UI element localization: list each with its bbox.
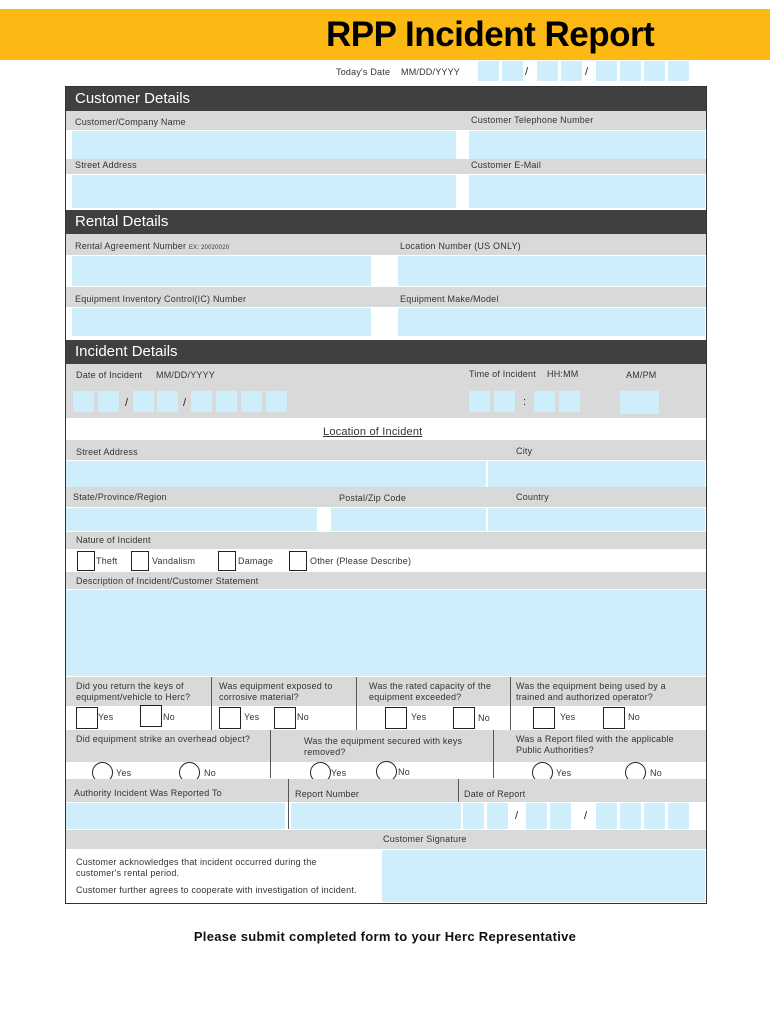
postal-label: Postal/Zip Code xyxy=(339,493,407,503)
email-input[interactable] xyxy=(469,175,705,208)
incident-details-header: Incident Details xyxy=(66,340,706,364)
report-slash-2: / xyxy=(584,810,588,822)
report-day-digit-2[interactable] xyxy=(550,803,571,829)
incident-year-digit-2[interactable] xyxy=(216,391,237,412)
q4-text: Was the equipment being used by a trained and authorized operator? xyxy=(516,681,666,702)
q-divider-3 xyxy=(510,677,511,730)
ic-number-label: Equipment Inventory Control(IC) Number xyxy=(75,294,247,304)
other-checkbox[interactable] xyxy=(289,551,307,571)
ampm-input[interactable] xyxy=(620,391,659,414)
q1-no-checkbox[interactable] xyxy=(140,705,162,727)
make-model-input[interactable] xyxy=(398,308,705,336)
damage-checkbox[interactable] xyxy=(218,551,236,571)
today-slash-2: / xyxy=(585,66,589,78)
q3-no-label: No xyxy=(478,713,490,723)
description-label: Description of Incident/Customer Statement xyxy=(76,576,259,586)
today-year-digit-2[interactable] xyxy=(620,61,641,81)
make-model-label: Equipment Make/Model xyxy=(400,294,499,304)
acknowledgement-text-1: Customer acknowledges that incident occurred during the customer's rental period. xyxy=(76,857,317,878)
q4-yes-checkbox[interactable] xyxy=(533,707,555,729)
time-colon: : xyxy=(523,396,527,408)
ic-number-input[interactable] xyxy=(72,308,371,336)
incident-day-digit-2[interactable] xyxy=(157,391,178,412)
email-label: Customer E-Mail xyxy=(471,160,542,170)
today-date-label: Today's Date xyxy=(336,67,391,77)
state-label: State/Province/Region xyxy=(73,492,167,502)
q2-yes-checkbox[interactable] xyxy=(219,707,241,729)
report-year-digit-3[interactable] xyxy=(644,803,665,829)
customer-street-label: Street Address xyxy=(75,160,137,170)
q2-text: Was equipment exposed to corrosive material? xyxy=(219,681,333,702)
q6-text: Was the equipment secured with keys removed? xyxy=(304,736,463,757)
q-divider-1 xyxy=(211,677,212,730)
customer-label-bar-2 xyxy=(66,159,706,174)
incident-date-format: MM/DD/YYYY xyxy=(156,370,216,380)
nature-label-bar xyxy=(66,532,706,549)
report-month-digit-2[interactable] xyxy=(487,803,508,829)
report-number-label: Report Number xyxy=(295,789,360,799)
incident-time-format: HH:MM xyxy=(547,369,579,379)
q1-yes-label: Yes xyxy=(98,712,114,722)
today-year-digit-4[interactable] xyxy=(668,61,689,81)
company-name-input[interactable] xyxy=(72,131,456,159)
phone-label: Customer Telephone Number xyxy=(471,115,594,125)
report-day-digit-1[interactable] xyxy=(526,803,547,829)
q-divider-5 xyxy=(493,730,494,778)
q7-no-label: No xyxy=(650,768,662,778)
q-divider-2 xyxy=(356,677,357,730)
incident-street-input[interactable] xyxy=(66,461,486,487)
report-divider-2 xyxy=(458,779,459,802)
q3-yes-checkbox[interactable] xyxy=(385,707,407,729)
state-input[interactable] xyxy=(66,508,317,531)
country-label: Country xyxy=(516,492,549,502)
damage-label: Damage xyxy=(238,556,274,566)
report-number-input[interactable] xyxy=(291,803,461,829)
q7-yes-label: Yes xyxy=(556,768,572,778)
q1-yes-checkbox[interactable] xyxy=(76,707,98,729)
today-month-digit-1[interactable] xyxy=(478,61,499,81)
signature-input[interactable] xyxy=(382,850,705,902)
incident-minute-digit-1[interactable] xyxy=(534,391,555,412)
agreement-number-label: Rental Agreement Number EX: 20020020 xyxy=(75,241,230,251)
q6-yes-label: Yes xyxy=(331,768,347,778)
phone-input[interactable] xyxy=(469,131,705,159)
acknowledgement-text-2: Customer further agrees to cooperate with investigation of incident. xyxy=(76,885,357,895)
q-divider-4 xyxy=(270,730,271,778)
today-day-digit-1[interactable] xyxy=(537,61,558,81)
authority-label: Authority Incident Was Reported To xyxy=(74,788,222,798)
q6-no-label: No xyxy=(398,767,410,777)
vandalism-checkbox[interactable] xyxy=(131,551,149,571)
postal-input[interactable] xyxy=(331,508,486,531)
report-date-label: Date of Report xyxy=(464,789,526,799)
description-textarea[interactable] xyxy=(66,590,706,676)
q4-no-label: No xyxy=(628,712,640,722)
incident-year-digit-1[interactable] xyxy=(191,391,212,412)
incident-minute-digit-2[interactable] xyxy=(559,391,580,412)
incident-hour-digit-2[interactable] xyxy=(494,391,515,412)
incident-hour-digit-1[interactable] xyxy=(469,391,490,412)
today-day-digit-2[interactable] xyxy=(561,61,582,81)
today-slash-1: / xyxy=(525,66,529,78)
q1-no-label: No xyxy=(163,712,175,722)
q5-no-label: No xyxy=(204,768,216,778)
location-number-label: Location Number (US ONLY) xyxy=(400,241,521,251)
country-input[interactable] xyxy=(488,508,705,531)
theft-checkbox[interactable] xyxy=(77,551,95,571)
agreement-number-input[interactable] xyxy=(72,256,371,286)
q2-no-label: No xyxy=(297,712,309,722)
submit-instruction: Please submit completed form to your Herc Representative xyxy=(193,929,577,944)
today-month-digit-2[interactable] xyxy=(502,61,523,81)
incident-month-digit-2[interactable] xyxy=(98,391,119,412)
signature-label: Customer Signature xyxy=(383,834,467,844)
report-divider-1 xyxy=(288,779,289,829)
q3-text: Was the rated capacity of the equipment exceeded? xyxy=(369,681,492,702)
today-year-digit-3[interactable] xyxy=(644,61,665,81)
page-title: RPP Incident Report xyxy=(326,15,655,54)
q5-text: Did equipment strike an overhead object? xyxy=(76,734,251,744)
q2-yes-label: Yes xyxy=(244,712,260,722)
ampm-label: AM/PM xyxy=(626,370,657,380)
incident-year-digit-3[interactable] xyxy=(241,391,262,412)
q4-no-checkbox[interactable] xyxy=(603,707,625,729)
city-label: City xyxy=(516,446,533,456)
q5-yes-label: Yes xyxy=(116,768,132,778)
vandalism-label: Vandalism xyxy=(152,556,196,566)
incident-date-label: Date of Incident xyxy=(76,370,143,380)
location-label-bar-1 xyxy=(66,440,706,460)
incident-time-label: Time of Incident xyxy=(469,369,536,379)
report-slash-1: / xyxy=(515,810,519,822)
rental-details-header: Rental Details xyxy=(66,210,706,234)
incident-month-digit-1[interactable] xyxy=(73,391,94,412)
customer-street-input[interactable] xyxy=(72,175,456,208)
q3-no-checkbox[interactable] xyxy=(453,707,475,729)
report-year-digit-1[interactable] xyxy=(596,803,617,829)
other-label: Other (Please Describe) xyxy=(310,556,412,566)
header-banner xyxy=(0,9,770,60)
incident-street-label: Street Address xyxy=(76,447,138,457)
report-year-digit-4[interactable] xyxy=(668,803,689,829)
report-month-digit-1[interactable] xyxy=(463,803,484,829)
customer-details-header: Customer Details xyxy=(66,87,706,111)
location-number-input[interactable] xyxy=(398,256,705,286)
nature-label: Nature of Incident xyxy=(76,535,151,545)
city-input[interactable] xyxy=(488,461,705,487)
location-of-incident-heading: Location of Incident xyxy=(323,426,423,438)
incident-slash-2: / xyxy=(183,397,187,409)
today-year-digit-1[interactable] xyxy=(596,61,617,81)
company-name-label: Customer/Company Name xyxy=(75,117,186,127)
authority-input[interactable] xyxy=(66,803,285,829)
incident-day-digit-1[interactable] xyxy=(133,391,154,412)
q7-text: Was a Report filed with the applicable Public Authorities? xyxy=(516,734,674,755)
q4-yes-label: Yes xyxy=(560,712,576,722)
today-date-format: MM/DD/YYYY xyxy=(401,67,461,77)
incident-year-digit-4[interactable] xyxy=(266,391,287,412)
q2-no-checkbox[interactable] xyxy=(274,707,296,729)
q1-text: Did you return the keys of equipment/vehicle to Herc? xyxy=(76,681,191,702)
theft-label: Theft xyxy=(96,556,118,566)
incident-slash-1: / xyxy=(125,397,129,409)
q3-yes-label: Yes xyxy=(411,712,427,722)
report-year-digit-2[interactable] xyxy=(620,803,641,829)
